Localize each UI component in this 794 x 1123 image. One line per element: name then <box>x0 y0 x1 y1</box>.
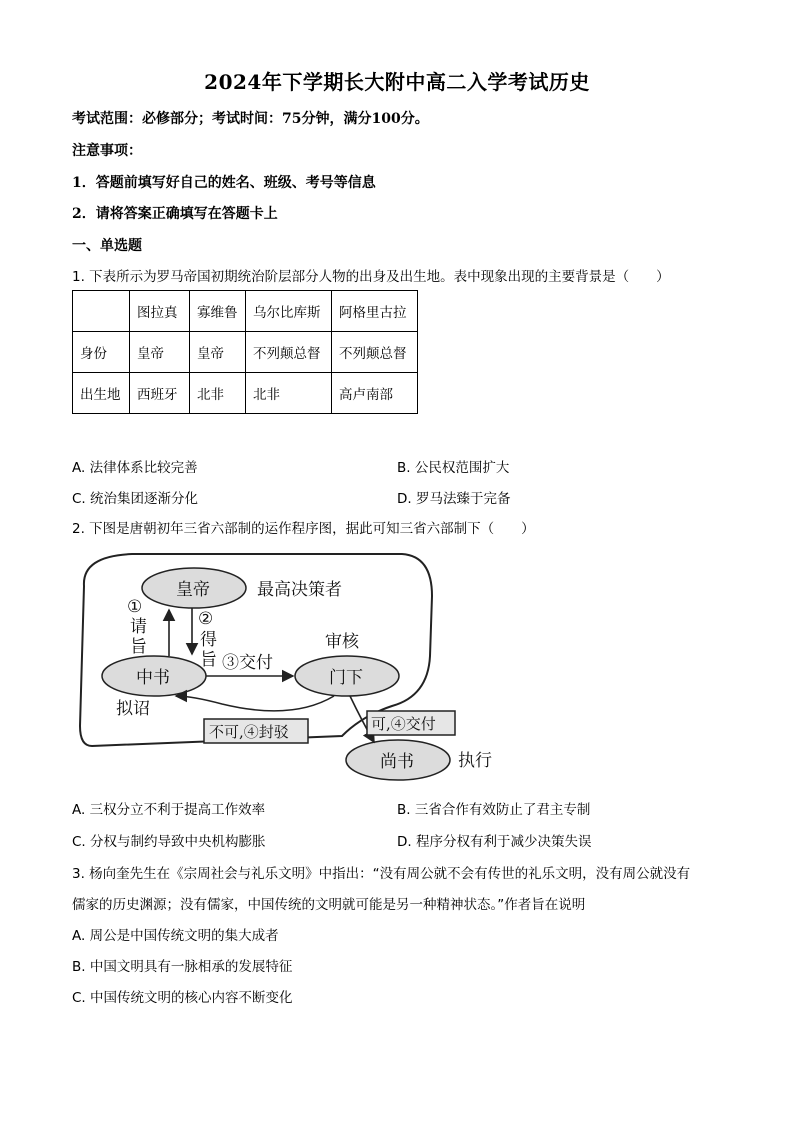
table-cell: 不列颠总督 <box>332 332 418 373</box>
reject-label: 不可,④封驳 <box>209 723 289 741</box>
q1-table <box>72 290 418 414</box>
emperor-label: 皇帝 <box>176 580 210 600</box>
step1-char1: 请 <box>130 617 147 637</box>
q2-option-a: A. 三权分立不利于提高工作效率 <box>72 802 266 818</box>
table-cell: 图拉真 <box>130 291 190 332</box>
step2-num: ② <box>198 609 214 629</box>
section-heading: 一、单选题 <box>72 238 142 254</box>
q1-stem: 1. 下表所示为罗马帝国初期统治阶层部分人物的出身及出生地。表中现象出现的主要背景是（ ） <box>72 269 670 285</box>
step1-char2: 旨 <box>130 637 147 657</box>
q2-stem: 2. 下图是唐朝初年三省六部制的运作程序图，据此可知三省六部制下（ ） <box>72 521 535 537</box>
q3-stem-line1: 3. 杨向奎先生在《宗周社会与礼乐文明》中指出：“没有周公就不会有传世的礼乐文明，没有周公就没有 <box>72 866 691 882</box>
step2-char2: 旨 <box>200 650 217 670</box>
step2-char1: 得 <box>200 630 217 650</box>
table-cell: 高卢南部 <box>332 373 418 414</box>
zhongshu-note: 拟诏 <box>116 699 150 719</box>
shangshu-label: 尚书 <box>380 752 414 772</box>
q1-option-d: D. 罗马法臻于完备 <box>397 491 511 507</box>
q2-option-d: D. 程序分权有利于减少决策失误 <box>397 834 592 850</box>
table-cell: 身份 <box>73 332 130 373</box>
table-cell <box>73 291 130 332</box>
shangshu-note: 执行 <box>458 751 492 771</box>
table-row <box>73 373 418 414</box>
table-cell: 出生地 <box>73 373 130 414</box>
table-cell: 北非 <box>190 373 246 414</box>
exam-info: 考试范围：必修部分；考试时间：75分钟，满分100分。 <box>72 111 429 127</box>
menxia-label: 门下 <box>329 668 363 688</box>
table-cell: 皇帝 <box>190 332 246 373</box>
q1-option-c: C. 统治集团逐渐分化 <box>72 491 199 507</box>
table-cell: 乌尔比库斯 <box>246 291 332 332</box>
menxia-note: 审核 <box>325 632 359 652</box>
q2-flow-diagram <box>72 546 502 786</box>
arrow-reject <box>176 696 334 711</box>
table-cell: 北非 <box>246 373 332 414</box>
table-row <box>73 332 418 373</box>
approve-label: 可,④交付 <box>371 715 436 733</box>
emperor-note: 最高决策者 <box>257 580 342 600</box>
q1-option-b: B. 公民权范围扩大 <box>397 460 510 476</box>
q1-option-a: A. 法律体系比较完善 <box>72 460 198 476</box>
page-title: 2024年下学期长大附中高二入学考试历史 <box>204 70 590 94</box>
step1-num: ① <box>127 597 143 617</box>
table-cell: 西班牙 <box>130 373 190 414</box>
q3-option-b: B. 中国文明具有一脉相承的发展特征 <box>72 959 293 975</box>
table-cell: 寡维鲁 <box>190 291 246 332</box>
q3-option-c: C. 中国传统文明的核心内容不断变化 <box>72 990 293 1006</box>
notice-item-1: 1．答题前填写好自己的姓名、班级、考号等信息 <box>72 175 376 191</box>
table-cell: 阿格里古拉 <box>332 291 418 332</box>
notice-heading: 注意事项： <box>72 143 142 159</box>
table-cell: 皇帝 <box>130 332 190 373</box>
q3-stem-line2: 儒家的历史渊源；没有儒家，中国传统的文明就可能是另一种精神状态。”作者旨在说明 <box>72 897 586 913</box>
q3-option-a: A. 周公是中国传统文明的集大成者 <box>72 928 279 944</box>
notice-item-2: 2．请将答案正确填写在答题卡上 <box>72 206 278 222</box>
q2-option-b: B. 三省合作有效防止了君主专制 <box>397 802 591 818</box>
table-cell: 不列颠总督 <box>246 332 332 373</box>
table-row <box>73 291 418 332</box>
q2-option-c: C. 分权与制约导致中央机构膨胀 <box>72 834 266 850</box>
step3-label: ③交付 <box>222 653 273 673</box>
zhongshu-label: 中书 <box>136 668 170 688</box>
